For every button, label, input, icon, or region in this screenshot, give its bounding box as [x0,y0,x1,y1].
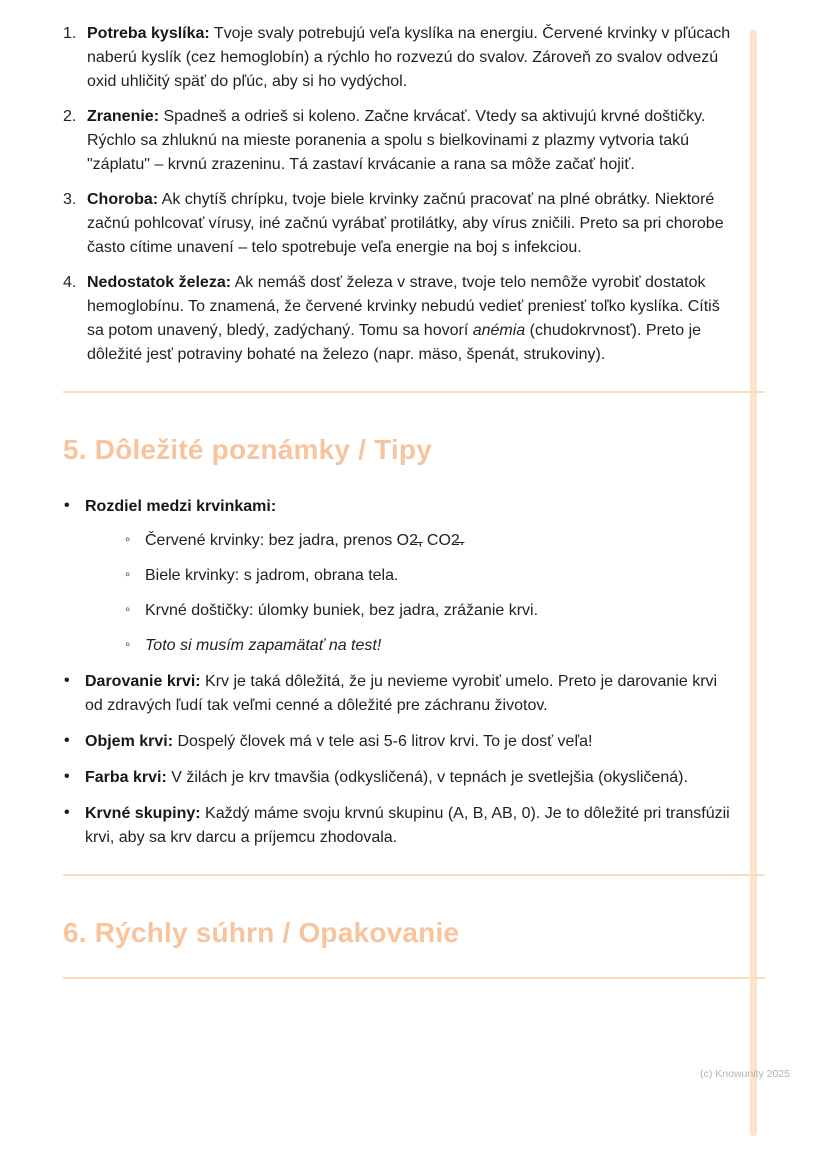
item-text: Ak chytíš chrípku, tvoje biele krvinky začnú pracovať na plné obrátky. Niektoré začnú pohlcovať vírusy, iné začnú vyrábať protilátky, aby vírus zničili. Preto sa pri chorobe často cítime unavení – telo spotrebuje veľa energie na boj s infekciou. [87,191,724,256]
scenarios-numbered-list [63,22,739,367]
document-content [63,22,739,979]
list-item [125,599,739,623]
list-item [63,670,739,718]
item-text: Spadneš a odrieš si koleno. Začne krvácať. Vtedy sa aktivujú krvné doštičky. Rýchlo sa zhluknú na mieste poranenia a spolu s bielkovinami z plazmy vytvoria takú "záplatu" – krvnú zrazeninu. Tá zastaví krvácanie a rana sa môže začať hojiť. [87,108,706,173]
item-text: Krvné doštičky: úlomky buniek, bez jadra, zrážanie krvi. [145,601,539,619]
item-label: Rozdiel medzi krvinkami: [85,497,277,515]
list-number: 1. [63,25,77,42]
list-item [63,188,739,260]
item-label: Darovanie krvi: [85,672,201,690]
tips-bullet-list [63,495,739,850]
list-item [125,634,739,658]
item-label: Farba krvi: [85,768,167,786]
page-accent-bar [750,30,757,1136]
item-label: Nedostatok železa: [87,274,232,291]
section-divider [63,874,765,876]
list-item [63,802,739,850]
list-number: 4. [63,274,77,291]
list-number: 3. [63,191,77,208]
item-text: Ak nemáš dosť železa v strave, tvoje telo nemôže vyrobiť dostatok hemoglobínu. To znamená, že červené krvinky nebudú vedieť preniesť toľko kyslíka. Cítiš sa potom unavený, bledý, zadýchaný. Tomu sa hovorí [87,274,720,339]
item-label: Potreba kyslíka: [87,25,210,42]
list-item [63,271,739,367]
list-item [125,529,739,553]
list-item [63,495,739,658]
footer-credit: (c) Knowunity 2025 [700,1068,790,1080]
item-text-continued: (chudokrvnosť). Preto je dôležité jesť potraviny bohaté na železo (napr. mäso, špenát, strukoviny). [87,322,702,363]
sub-bullet-list [125,529,739,658]
section-divider [63,391,765,393]
section-6-heading: 6. Rýchly súhrn / Opakovanie [63,916,460,948]
list-item [63,730,739,754]
list-item [63,105,739,177]
section-5-heading: 5. Dôležité poznámky / Tipy [63,434,432,465]
item-label: Zranenie: [87,108,160,125]
item-text-italic: Toto si musím zapamätať na test! [145,636,382,654]
section-divider [63,977,765,979]
item-text: Tvoje svaly potrebujú veľa kyslíka na energiu. Červené krvinky v pľúcach naberú kyslík (cez hemoglobín) a rýchlo ho rozvezú do svalov. Zároveň zo svalov odvezú oxid uhličitý späť do pľúc, aby si ho vydýchol. [87,25,731,90]
item-label: Krvné skupiny: [85,804,201,822]
item-label: Objem krvi: [85,732,174,750]
item-text: Červené krvinky: bez jadra, prenos O2̶, CO2̶. [145,531,465,549]
item-text: Dospelý človek má v tele asi 5-6 litrov krvi. To je dosť veľa! [173,732,593,750]
list-number: 2. [63,108,77,125]
list-item [63,766,739,790]
item-text: Každý máme svoju krvnú skupinu (A, B, AB, 0). Je to dôležité pri transfúzii krvi, aby sa krv darcu a príjemcu zhodovala. [85,804,730,846]
list-item [125,564,739,588]
list-item [63,22,739,94]
item-text: Biele krvinky: s jadrom, obrana tela. [145,566,399,584]
item-italic-term: anémia [472,322,526,339]
item-text: V žilách je krv tmavšia (odkysličená), v tepnách je svetlejšia (okysličená). [166,768,688,786]
item-text: Krv je taká dôležitá, že ju nevieme vyrobiť umelo. Preto je darovanie krvi od zdravých ľudí tak veľmi cenné a dôležité pre záchranu životov. [85,672,718,714]
item-label: Choroba: [87,191,159,208]
